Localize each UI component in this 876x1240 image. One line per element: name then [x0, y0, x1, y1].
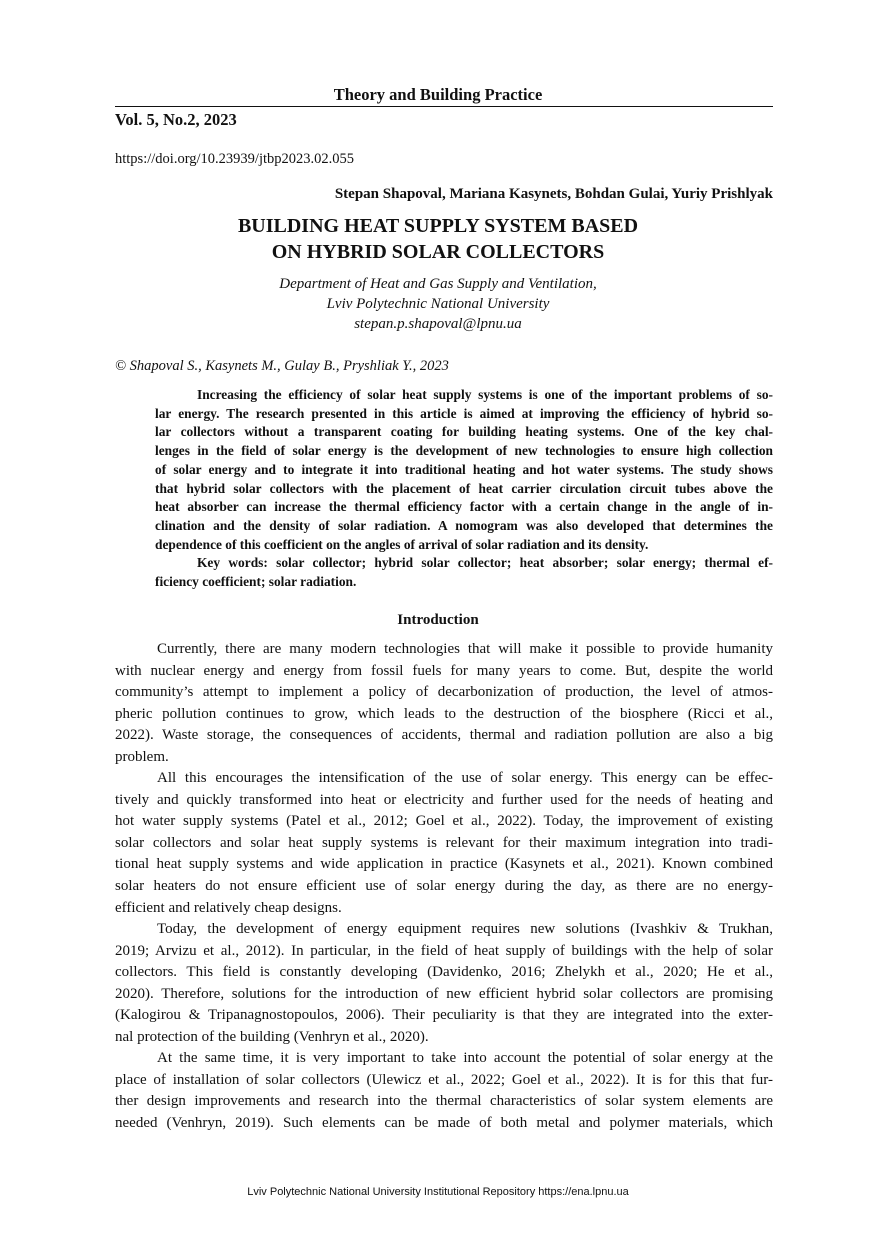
- body-line: All this encourages the intensification of the use of solar energy. This energy can be effec-: [157, 770, 773, 787]
- body-line: collectors. This field is constantly developing (Davidenko, 2016; Zhelykh et al., 2020; He et al.,: [115, 964, 773, 981]
- abstract-line: ficiency coefficient; solar radiation.: [155, 574, 357, 590]
- body-line: (Kalogirou & Tripanagnostopoulos, 2006). Their peculiarity is that they are integrated into the exter-: [115, 1007, 773, 1024]
- body-line: with nuclear energy and energy from fossil fuels for many years to come. But, despite the world: [115, 662, 773, 679]
- abstract-line: dependence of this coefficient on the angles of arrival of solar radiation and its density.: [155, 536, 649, 552]
- body-line: At the same time, it is very important to take into account the potential of solar energy at the: [157, 1050, 773, 1067]
- abstract-line: Increasing the efficiency of solar heat supply systems is one of the important problems of so-: [197, 387, 773, 402]
- body-line: tional heat supply systems and wide application in practice (Kasynets et al., 2021). Known combined: [115, 856, 773, 873]
- abstract-line: that hybrid solar collectors with the placement of heat carrier circulation circuit tubes above the: [155, 480, 773, 496]
- repository-footer: Lviv Polytechnic National University Institutional Repository https://ena.lpnu.ua: [247, 1186, 629, 1198]
- body-text: [115, 639, 773, 1135]
- body-paragraph: [115, 639, 773, 768]
- journal-name: Theory and Building Practice: [333, 85, 543, 104]
- header-divider: [115, 106, 773, 107]
- body-line: nal protection of the building (Venhryn et al., 2020).: [115, 1028, 429, 1045]
- abstract-line: lenges in the field of solar energy is the development of new technologies to ensure high collection: [155, 443, 773, 459]
- section-heading: Introduction: [397, 612, 479, 628]
- body-line: efficient and relatively cheap designs.: [115, 899, 342, 916]
- body-line: tively and quickly transformed into heat or electricity and further used for the needs of heating and: [115, 791, 773, 808]
- body-line: 2022). Waste storage, the consequences of accidents, thermal and radiation pollution are also a big: [115, 727, 773, 744]
- university: Lviv Polytechnic National University: [326, 296, 550, 312]
- abstract-line: clination and the density of solar radiation. A nomogram was also developed that determines the: [155, 517, 773, 533]
- title-line: ON HYBRID SOLAR COLLECTORS: [271, 241, 605, 263]
- abstract-line: lar energy. The research presented in this article is aimed at improving the efficiency of hybrid so-: [155, 405, 773, 421]
- body-line: pheric pollution continues to grow, which leads to the destruction of the biosphere (Ricci et al.,: [115, 705, 773, 722]
- body-line: solar collectors and solar heat supply systems is relevant for their maximum integration into tradi-: [115, 834, 773, 851]
- title-line: BUILDING HEAT SUPPLY SYSTEM BASED: [237, 215, 639, 237]
- body-line: 2020). Therefore, solutions for the introduction of new efficient hybrid solar collectors are promising: [115, 985, 773, 1002]
- affiliation: [0, 274, 876, 334]
- abstract-paragraph: [155, 554, 773, 591]
- body-line: 2019; Arvizu et al., 2012). In particular, in the field of heat supply of buildings with the help of solar: [115, 942, 773, 959]
- body-line: community’s attempt to implement a policy of decarbonization of production, the level of atmos-: [115, 684, 773, 701]
- authors: Stepan Shapoval, Mariana Kasynets, Bohdan Gulai, Yuriy Prishlyak: [334, 186, 773, 202]
- body-line: solar heaters do not ensure efficient use of solar energy during the day, as there are no energy-: [115, 878, 773, 895]
- body-line: ther design improvements and research into the thermal characteristics of solar system elements are: [115, 1093, 773, 1110]
- abstract-line: Key words: solar collector; hybrid solar collector; heat absorber; solar energy; thermal ef-: [197, 555, 773, 571]
- body-line: hot water supply systems (Patel et al., 2012; Goel et al., 2022). Today, the improvement of existing: [115, 813, 773, 830]
- department: Department of Heat and Gas Supply and Ventilation,: [279, 276, 597, 292]
- body-paragraph: [115, 919, 773, 1048]
- body-line: needed (Venhryn, 2019). Such elements can be made of both metal and polymer materials, which: [115, 1115, 773, 1132]
- abstract-paragraph: [155, 386, 773, 554]
- abstract-line: of solar energy and to integrate it into traditional heating and hot water systems. The study shows: [155, 461, 773, 477]
- body-line: place of installation of solar collectors (Ulewicz et al., 2022; Goel et al., 2022). It is for this that fur-: [115, 1071, 773, 1088]
- article-title: [0, 213, 876, 265]
- body-line: Today, the development of energy equipment requires new solutions (Ivashkiv & Trukhan,: [157, 921, 773, 938]
- body-line: problem.: [115, 748, 169, 765]
- abstract-line: heat absorber can increase the thermal efficiency factor with a certain change in the angle of in-: [155, 499, 773, 515]
- body-paragraph: [115, 1048, 773, 1134]
- volume-issue: Vol. 5, No.2, 2023: [115, 110, 237, 129]
- doi-link[interactable]: https://doi.org/10.23939/jtbp2023.02.055: [115, 151, 354, 167]
- body-line: Currently, there are many modern technologies that will make it possible to provide humanity: [157, 641, 773, 657]
- abstract-line: lar collectors without a transparent coating for building heating systems. One of the key chal-: [155, 424, 773, 440]
- copyright: © Shapoval S., Kasynets M., Gulay B., Pryshliak Y., 2023: [115, 358, 449, 374]
- abstract: [155, 386, 773, 592]
- author-email[interactable]: stepan.p.shapoval@lpnu.ua: [354, 316, 522, 332]
- body-paragraph: [115, 768, 773, 919]
